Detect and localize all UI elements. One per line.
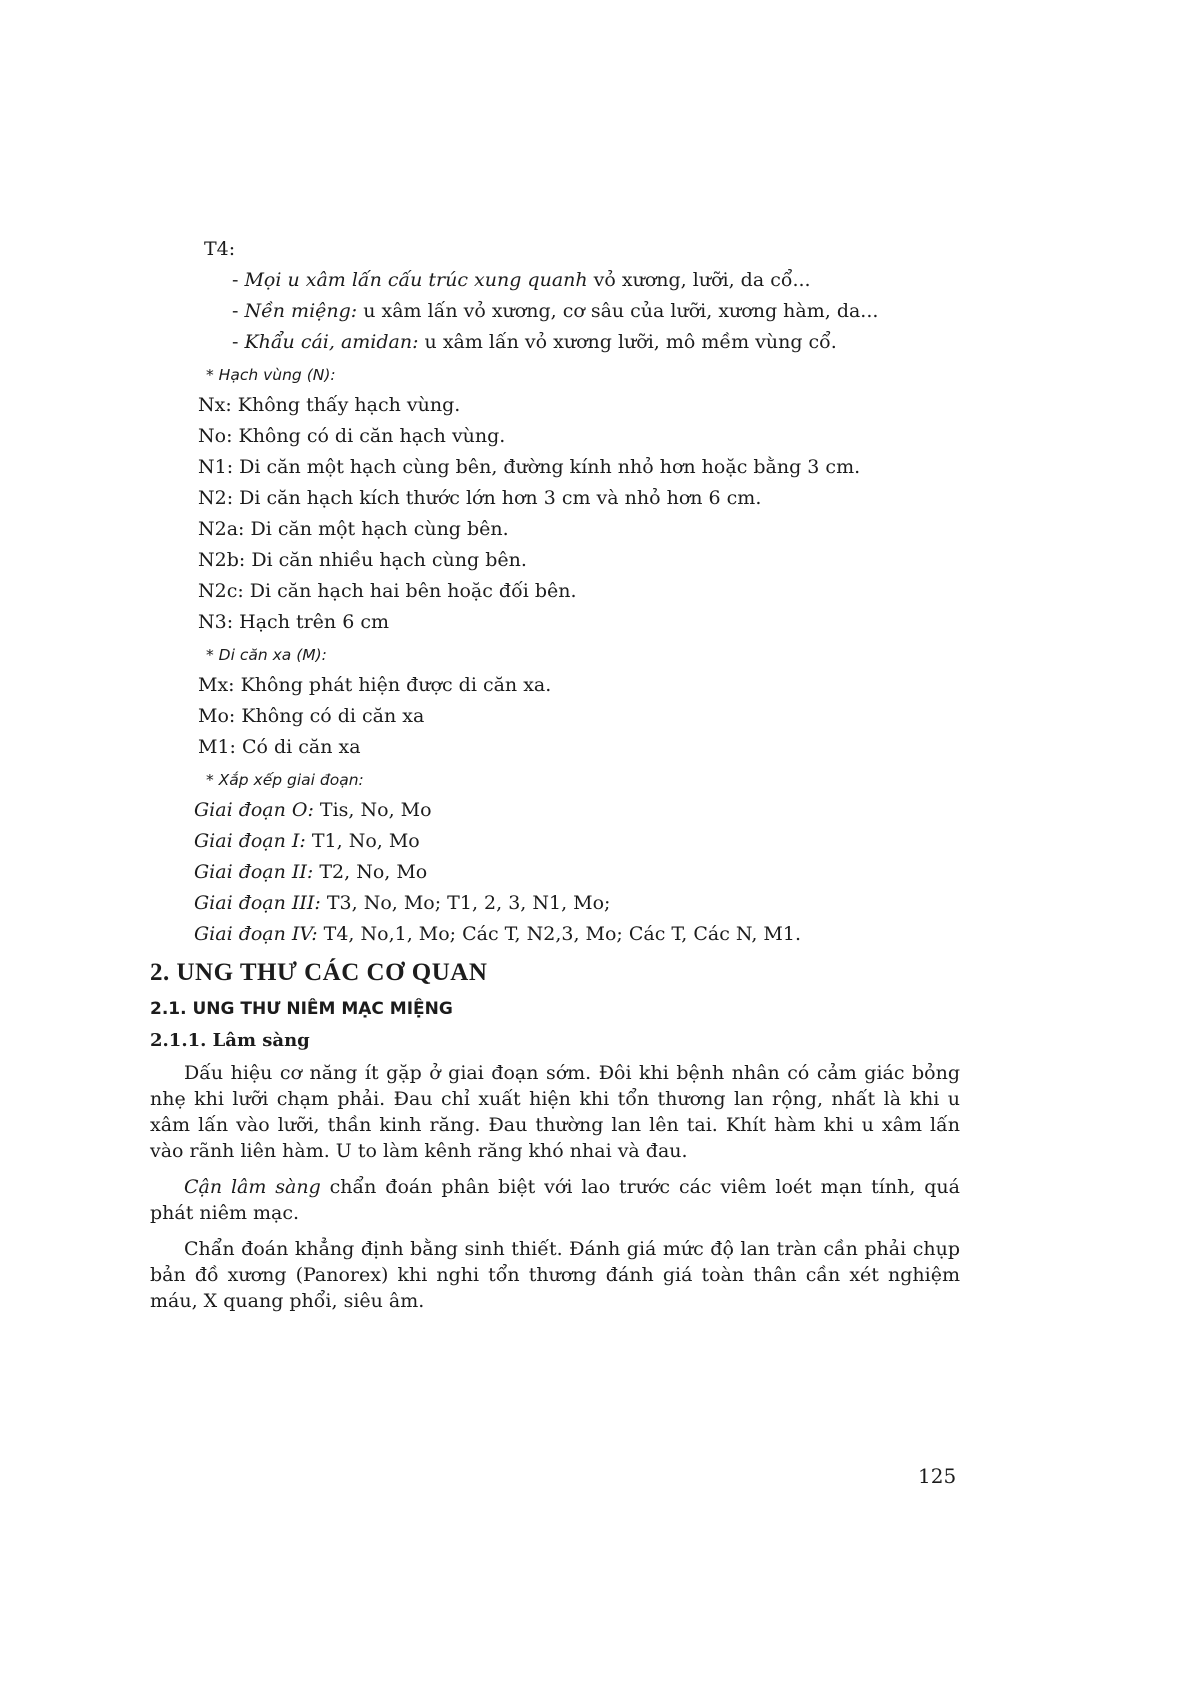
t4-item-rest: u xâm lấn vỏ xương lưỡi, mô mềm vùng cổ. <box>418 331 837 353</box>
m-item: Mx: Không phát hiện được di căn xa. <box>198 674 552 696</box>
subsubsection-title: 2.1.1. Lâm sàng <box>150 1030 310 1051</box>
stage-item <box>194 857 960 888</box>
t4-item-lead: Mọi u xâm lấn cấu trúc xung quanh <box>244 269 588 291</box>
t4-label: T4: <box>204 238 236 260</box>
t4-item: - Nền miệng: u xâm lấn vỏ xương, cơ sâu của lưỡi, xương hàm, da... <box>232 300 879 322</box>
t4-item: - Mọi u xâm lấn cấu trúc xung quanh vỏ xương, lưỡi, da cổ... <box>232 269 811 291</box>
n-item: N2b: Di căn nhiều hạch cùng bên. <box>198 549 527 571</box>
n-item: Nx: Không thấy hạch vùng. <box>198 394 461 416</box>
n-item: N2: Di căn hạch kích thước lớn hơn 3 cm và nhỏ hơn 6 cm. <box>198 487 762 509</box>
stage-value: T4, No,1, Mo; Các T, N2,3, Mo; Các T, Các N, M1. <box>317 923 801 945</box>
paragraph-rest: chẩn đoán phân biệt với lao trước các viêm loét mạn tính, quá phát niêm mạc. <box>150 1176 960 1224</box>
n-item: N2a: Di căn một hạch cùng bên. <box>198 518 509 540</box>
m-item: Mo: Không có di căn xa <box>198 705 425 727</box>
section-title: 2. UNG THƯ CÁC CƠ QUAN <box>150 959 488 986</box>
stage-name: Giai đoạn IV: <box>194 923 318 945</box>
stage-item <box>194 826 960 857</box>
n-item: N2c: Di căn hạch hai bên hoặc đối bên. <box>198 580 577 602</box>
stage-name: Giai đoạn I: <box>194 830 306 852</box>
paragraph <box>150 1174 960 1226</box>
n-section-heading: * Hạch vùng (N): <box>206 366 336 384</box>
paragraph: Chẩn đoán khẳng định bằng sinh thiết. Đánh giá mức độ lan tràn cần phải chụp bản đồ xương (Panorex) khi nghi tổn thương đánh giá toàn thân cần xét nghiệm máu, X quang phổi, siêu âm. <box>150 1238 960 1312</box>
stage-name: Giai đoạn III: <box>194 892 321 914</box>
stages-heading: * Xắp xếp giai đoạn: <box>206 771 364 789</box>
stage-item <box>194 888 960 919</box>
t4-item-rest: u xâm lấn vỏ xương, cơ sâu của lưỡi, xương hàm, da... <box>357 300 879 322</box>
t4-item: - Khẩu cái, amidan: u xâm lấn vỏ xương lưỡi, mô mềm vùng cổ. <box>232 331 837 353</box>
subsection-title: 2.1. UNG THƯ NIÊM MẠC MIỆNG <box>150 999 453 1019</box>
stage-item <box>194 795 960 826</box>
paragraph: Dấu hiệu cơ năng ít gặp ở giai đoạn sớm. Đôi khi bệnh nhân có cảm giác bỏng nhẹ khi lưỡi chạm phải. Đau chỉ xuất hiện khi tổn thương lan rộng, nhất là khi u xâm lấn vào lưỡi, thần kinh răng. Đau thường lan lên tai. Khít hàm khi u xâm lấn vào rãnh liên hàm. U to làm kênh răng khó nhai và đau. <box>150 1062 960 1162</box>
n-item: N1: Di căn một hạch cùng bên, đường kính nhỏ hơn hoặc bằng 3 cm. <box>198 456 861 478</box>
t4-item-rest: vỏ xương, lưỡi, da cổ... <box>587 269 811 291</box>
stage-value: T2, No, Mo <box>313 861 428 883</box>
stage-name: Giai đoạn II: <box>194 861 314 883</box>
m-section-heading: * Di căn xa (M): <box>206 646 327 664</box>
page-number: 125 <box>918 1464 957 1488</box>
n-item: N3: Hạch trên 6 cm <box>198 611 389 633</box>
t4-item-lead: Nền miệng: <box>244 300 358 322</box>
m-item: M1: Có di căn xa <box>198 736 361 758</box>
stage-item <box>194 919 960 950</box>
n-item: No: Không có di căn hạch vùng. <box>198 425 506 447</box>
stage-name: Giai đoạn O: <box>194 799 314 821</box>
stage-value: T1, No, Mo <box>305 830 420 852</box>
page-content <box>150 234 960 1314</box>
paragraph-lead: Cận lâm sàng <box>184 1176 321 1198</box>
t4-item-lead: Khẩu cái, amidan: <box>244 331 419 353</box>
stage-value: Tis, No, Mo <box>313 799 432 821</box>
stage-value: T3, No, Mo; T1, 2, 3, N1, Mo; <box>320 892 611 914</box>
